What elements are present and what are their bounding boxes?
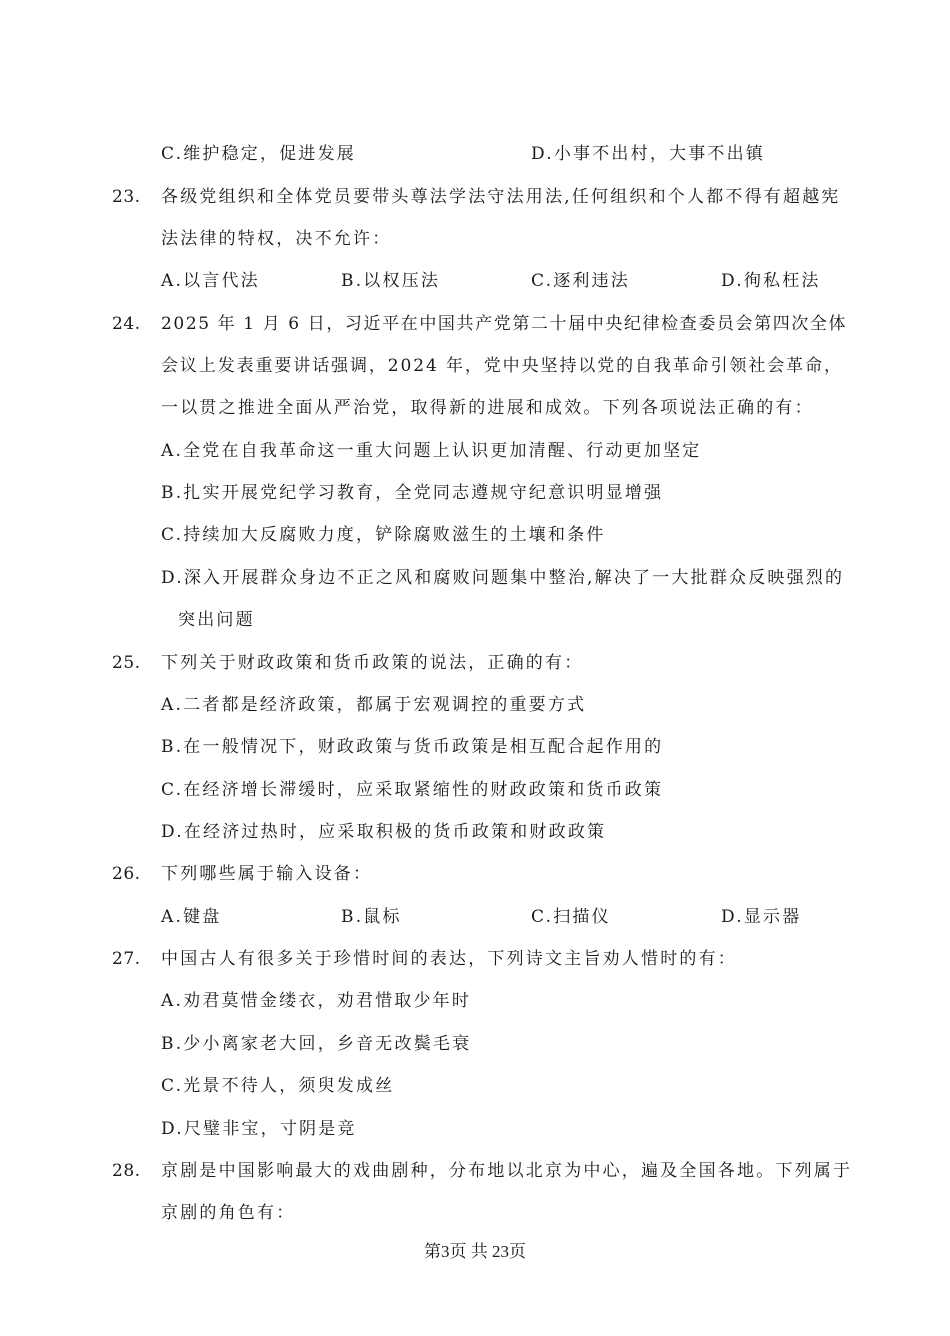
- q25-option-c: C.在经济增长滞缓时，应采取紧缩性的财政政策和货币政策: [161, 780, 664, 800]
- q27-option-d: D.尺璧非宝，寸阴是竞: [161, 1119, 357, 1139]
- q23-option-d: D.徇私枉法: [721, 271, 821, 291]
- q28-stem-line-1: 京剧是中国影响最大的戏曲剧种，分布地以北京为中心，遍及全国各地。下列属于: [161, 1161, 853, 1181]
- q24-stem-line-1: 2025 年 1 月 6 日，习近平在中国共产党第二十届中央纪律检查委员会第四次全体: [161, 314, 848, 334]
- q27-option-a: A.劝君莫惜金缕衣，劝君惜取少年时: [161, 991, 472, 1011]
- q26-option-b: B.鼠标: [341, 907, 402, 927]
- q26-option-a: A.键盘: [161, 907, 222, 927]
- q24-option-b: B.扎实开展党纪学习教育，全党同志遵规守纪意识明显增强: [161, 483, 664, 503]
- q27-option-b: B.少小离家老大回，乡音无改鬓毛衰: [161, 1034, 472, 1054]
- q25-stem-line-1: 下列关于财政政策和货币政策的说法，正确的有：: [161, 653, 584, 673]
- q22-option-c: C.维护稳定，促进发展: [161, 144, 357, 164]
- question-number-28: 28.: [112, 1161, 141, 1181]
- page-indicator: 第3页 共 23页: [424, 1242, 526, 1261]
- q25-option-a: A.二者都是经济政策，都属于宏观调控的重要方式: [161, 695, 587, 715]
- q27-option-c: C.光景不待人，须臾发成丝: [161, 1076, 395, 1096]
- q24-option-d: D.深入开展群众身边不正之风和腐败问题集中整治,解决了一大批群众反映强烈的: [161, 568, 845, 588]
- q27-stem-line-1: 中国古人有很多关于珍惜时间的表达，下列诗文主旨劝人惜时的有：: [161, 949, 737, 969]
- q26-stem-line-1: 下列哪些属于输入设备：: [161, 864, 373, 884]
- q23-option-c: C.逐利违法: [531, 271, 631, 291]
- q24-option-d-continuation: 突出问题: [178, 610, 255, 630]
- question-number-23: 23.: [112, 187, 141, 207]
- q24-option-a: A.全党在自我革命这一重大问题上认识更加清醒、行动更加坚定: [161, 441, 702, 461]
- q23-option-b: B.以权压法: [341, 271, 441, 291]
- q24-stem-line-3: 一以贯之推进全面从严治党，取得新的进展和成效。下列各项说法正确的有：: [161, 398, 814, 418]
- question-number-24: 24.: [112, 314, 141, 334]
- question-number-27: 27.: [112, 949, 141, 969]
- q23-stem-line-2: 法法律的特权，决不允许：: [161, 229, 392, 249]
- q23-option-a: A.以言代法: [161, 271, 260, 291]
- q26-option-c: C.扫描仪: [531, 907, 611, 927]
- question-number-25: 25.: [112, 653, 141, 673]
- q23-stem-line-1: 各级党组织和全体党员要带头尊法学法守法用法,任何组织和个人都不得有超越宪: [161, 187, 841, 207]
- q24-option-c: C.持续加大反腐败力度，铲除腐败滋生的土壤和条件: [161, 525, 606, 545]
- q22-option-d: D.小事不出村，大事不出镇: [531, 144, 766, 164]
- q24-stem-line-2: 会议上发表重要讲话强调，2024 年，党中央坚持以党的自我革命引领社会革命，: [161, 356, 843, 376]
- q25-option-b: B.在一般情况下，财政政策与货币政策是相互配合起作用的: [161, 737, 664, 757]
- q25-option-d: D.在经济过热时，应采取积极的货币政策和财政政策: [161, 822, 607, 842]
- q26-option-d: D.显示器: [721, 907, 802, 927]
- question-number-26: 26.: [112, 864, 141, 884]
- q28-stem-line-2: 京剧的角色有：: [161, 1203, 296, 1223]
